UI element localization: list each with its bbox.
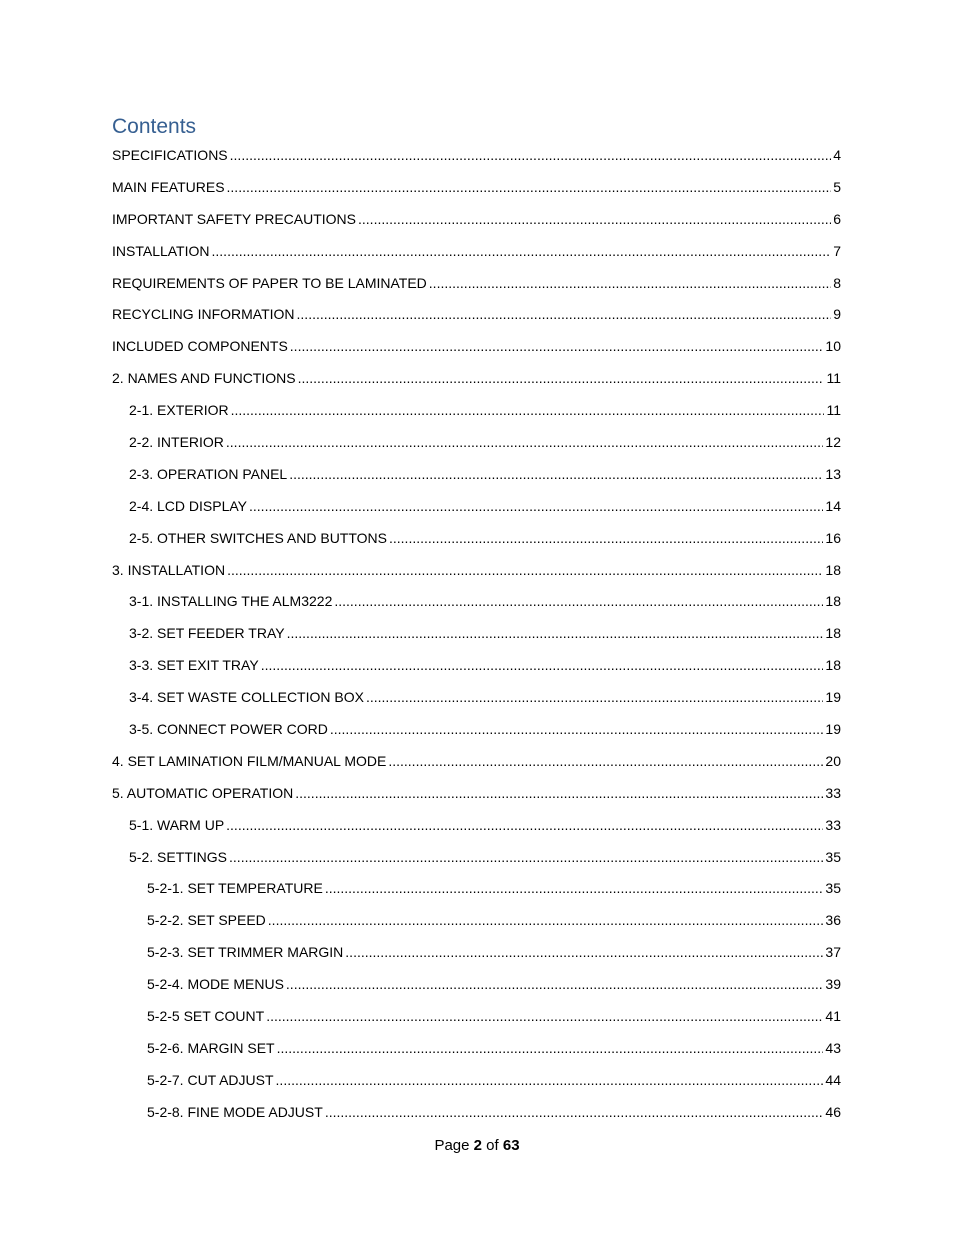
toc-entry-page-number[interactable]: 46 bbox=[825, 1103, 841, 1120]
toc-entry[interactable] bbox=[112, 175, 841, 207]
toc-dot-leader bbox=[389, 526, 823, 550]
toc-entry[interactable] bbox=[112, 239, 841, 271]
toc-entry[interactable] bbox=[112, 1004, 841, 1036]
toc-entry-title[interactable]: 5-2. SETTINGS bbox=[129, 848, 228, 865]
toc-entry-page-number[interactable]: 41 bbox=[825, 1008, 841, 1025]
toc-entry-title[interactable]: 2-4. LCD DISPLAY bbox=[129, 497, 248, 514]
toc-entry-page-number[interactable]: 18 bbox=[825, 625, 841, 642]
toc-entry-title[interactable]: 5-2-1. SET TEMPERATURE bbox=[147, 880, 323, 897]
toc-dot-leader bbox=[388, 749, 823, 773]
toc-entry-page-number[interactable]: 9 bbox=[833, 306, 841, 323]
toc-entry[interactable] bbox=[112, 749, 841, 781]
toc-entry[interactable] bbox=[112, 876, 841, 908]
toc-entry-page-number[interactable]: 6 bbox=[833, 210, 841, 227]
toc-entry-title[interactable]: 4. SET LAMINATION FILM/MANUAL MODE bbox=[112, 752, 387, 769]
toc-entry[interactable] bbox=[112, 781, 841, 813]
toc-entry-page-number[interactable]: 18 bbox=[825, 561, 841, 578]
toc-entry-page-number[interactable]: 36 bbox=[825, 912, 841, 929]
toc-entry-title[interactable]: 3. INSTALLATION bbox=[112, 561, 226, 578]
toc-entry[interactable] bbox=[112, 908, 841, 940]
toc-dot-leader bbox=[261, 653, 824, 677]
toc-entry-page-number[interactable]: 13 bbox=[825, 465, 841, 482]
toc-entry-title[interactable]: INSTALLATION bbox=[112, 242, 210, 259]
toc-entry-page-number[interactable]: 35 bbox=[825, 880, 841, 897]
toc-entry[interactable] bbox=[112, 494, 841, 526]
toc-entry-title[interactable]: 3-4. SET WASTE COLLECTION BOX bbox=[129, 689, 364, 706]
toc-dot-leader bbox=[330, 717, 824, 741]
toc-entry-title[interactable]: 3-3. SET EXIT TRAY bbox=[129, 657, 259, 674]
toc-entry-title[interactable]: 2-3. OPERATION PANEL bbox=[129, 465, 288, 482]
toc-entry-title[interactable]: 5-1. WARM UP bbox=[129, 816, 225, 833]
toc-dot-leader bbox=[226, 813, 823, 837]
toc-dot-leader bbox=[212, 239, 832, 263]
toc-entry-page-number[interactable]: 44 bbox=[825, 1071, 841, 1088]
toc-entry-page-number[interactable]: 35 bbox=[825, 848, 841, 865]
toc-entry-title[interactable]: 5-2-8. FINE MODE ADJUST bbox=[147, 1103, 323, 1120]
toc-entry-title[interactable]: 3-5. CONNECT POWER CORD bbox=[129, 721, 328, 738]
toc-entry-page-number[interactable]: 10 bbox=[825, 338, 841, 355]
toc-dot-leader bbox=[429, 271, 831, 295]
toc-entry[interactable] bbox=[112, 621, 841, 653]
toc-dot-leader bbox=[227, 558, 823, 582]
toc-entry-title[interactable]: RECYCLING INFORMATION bbox=[112, 306, 295, 323]
toc-entry-page-number[interactable]: 37 bbox=[825, 944, 841, 961]
toc-dot-leader bbox=[345, 940, 823, 964]
toc-entry-page-number[interactable]: 39 bbox=[825, 976, 841, 993]
toc-entry-title[interactable]: REQUIREMENTS OF PAPER TO BE LAMINATED bbox=[112, 274, 427, 291]
toc-entry[interactable] bbox=[112, 366, 841, 398]
toc-entry[interactable] bbox=[112, 462, 841, 494]
toc-dot-leader bbox=[298, 366, 825, 390]
toc-entry-title[interactable]: SPECIFICATIONS bbox=[112, 147, 228, 163]
toc-dot-leader bbox=[286, 972, 824, 996]
toc-entry-title[interactable]: 2-1. EXTERIOR bbox=[129, 402, 229, 419]
toc-entry[interactable] bbox=[112, 526, 841, 558]
toc-entry-page-number[interactable]: 18 bbox=[825, 657, 841, 674]
toc-dot-leader bbox=[230, 143, 832, 167]
toc-entry-title[interactable]: 5-2-5 SET COUNT bbox=[147, 1008, 265, 1025]
toc-entry[interactable] bbox=[112, 1036, 841, 1068]
toc-entry[interactable] bbox=[112, 398, 841, 430]
toc-entry-title[interactable]: 3-1. INSTALLING THE ALM3222 bbox=[129, 593, 333, 610]
toc-entry-title[interactable]: 3-2. SET FEEDER TRAY bbox=[129, 625, 285, 642]
toc-dot-leader bbox=[229, 845, 823, 869]
toc-entry-title[interactable]: 5. AUTOMATIC OPERATION bbox=[112, 784, 294, 801]
toc-entry-page-number[interactable]: 20 bbox=[825, 752, 841, 769]
toc-entry-title[interactable]: IMPORTANT SAFETY PRECAUTIONS bbox=[112, 210, 357, 227]
toc-dot-leader bbox=[290, 334, 824, 358]
toc-entry-page-number[interactable]: 33 bbox=[825, 784, 841, 801]
toc-entry[interactable] bbox=[112, 972, 841, 1004]
toc-entry-page-number[interactable]: 43 bbox=[825, 1039, 841, 1056]
toc-entry[interactable] bbox=[112, 558, 841, 590]
toc-dot-leader bbox=[287, 621, 824, 645]
toc-entry[interactable] bbox=[112, 302, 841, 334]
table-of-contents bbox=[112, 143, 841, 1132]
toc-entry-page-number[interactable]: 5 bbox=[833, 178, 841, 195]
toc-dot-leader bbox=[266, 1004, 823, 1028]
toc-entry-page-number[interactable]: 18 bbox=[825, 593, 841, 610]
toc-entry-page-number[interactable]: 11 bbox=[826, 402, 841, 419]
toc-entry-page-number[interactable]: 14 bbox=[825, 497, 841, 514]
toc-entry[interactable] bbox=[112, 207, 841, 239]
footer-total-pages: 63 bbox=[502, 1137, 520, 1154]
toc-dot-leader bbox=[227, 175, 832, 199]
page-footer bbox=[0, 1135, 954, 1157]
toc-dot-leader bbox=[249, 494, 823, 518]
toc-entry-title[interactable]: 2. NAMES AND FUNCTIONS bbox=[112, 370, 296, 387]
toc-dot-leader bbox=[325, 876, 824, 900]
toc-entry-title[interactable]: 5-2-2. SET SPEED bbox=[147, 912, 266, 929]
toc-dot-leader bbox=[226, 430, 824, 454]
toc-dot-leader bbox=[366, 685, 823, 709]
toc-entry-page-number[interactable]: 11 bbox=[826, 370, 841, 387]
toc-entry-page-number[interactable]: 33 bbox=[825, 816, 841, 833]
toc-entry[interactable] bbox=[112, 334, 841, 366]
toc-entry[interactable] bbox=[112, 940, 841, 972]
toc-dot-leader bbox=[334, 589, 823, 613]
toc-entry[interactable] bbox=[112, 430, 841, 462]
footer-current-page: 2 bbox=[473, 1137, 482, 1154]
toc-dot-leader bbox=[358, 207, 831, 231]
toc-entry[interactable] bbox=[112, 845, 841, 877]
toc-entry[interactable] bbox=[112, 813, 841, 845]
footer-prefix: Page bbox=[434, 1137, 470, 1154]
toc-entry-title[interactable]: MAIN FEATURES bbox=[112, 178, 225, 195]
toc-dot-leader bbox=[277, 1036, 824, 1060]
toc-entry-page-number[interactable]: 12 bbox=[825, 434, 841, 451]
toc-entry-page-number[interactable]: 7 bbox=[833, 242, 841, 259]
toc-entry[interactable] bbox=[112, 717, 841, 749]
toc-dot-leader bbox=[289, 462, 823, 486]
toc-entry-title[interactable]: 2-5. OTHER SWITCHES AND BUTTONS bbox=[129, 529, 387, 546]
toc-entry[interactable] bbox=[112, 1100, 841, 1132]
toc-dot-leader bbox=[268, 908, 824, 932]
toc-entry[interactable] bbox=[112, 1068, 841, 1100]
toc-entry-title[interactable]: 5-2-3. SET TRIMMER MARGIN bbox=[147, 944, 344, 961]
toc-entry[interactable] bbox=[112, 271, 841, 303]
toc-entry[interactable] bbox=[112, 143, 841, 175]
toc-entry-title[interactable]: 5-2-4. MODE MENUS bbox=[147, 976, 284, 993]
toc-entry-page-number[interactable]: 19 bbox=[825, 689, 841, 706]
footer-of: of bbox=[486, 1137, 499, 1154]
toc-entry[interactable] bbox=[112, 653, 841, 685]
toc-entry-page-number[interactable]: 16 bbox=[825, 529, 841, 546]
toc-entry-page-number[interactable]: 8 bbox=[833, 274, 841, 291]
toc-entry-title[interactable]: 5-2-6. MARGIN SET bbox=[147, 1039, 275, 1056]
toc-dot-leader bbox=[295, 781, 823, 805]
toc-entry-title[interactable]: 5-2-7. CUT ADJUST bbox=[147, 1071, 274, 1088]
toc-dot-leader bbox=[276, 1068, 824, 1092]
toc-entry-title[interactable]: INCLUDED COMPONENTS bbox=[112, 338, 288, 355]
toc-dot-leader bbox=[325, 1100, 824, 1124]
toc-heading: Contents bbox=[112, 115, 197, 138]
toc-entry-page-number[interactable]: 4 bbox=[833, 147, 841, 163]
toc-entry-page-number[interactable]: 19 bbox=[825, 721, 841, 738]
toc-dot-leader bbox=[231, 398, 825, 422]
toc-entry-title[interactable]: 2-2. INTERIOR bbox=[129, 434, 224, 451]
toc-entry[interactable] bbox=[112, 685, 841, 717]
toc-entry[interactable] bbox=[112, 589, 841, 621]
toc-dot-leader bbox=[297, 302, 832, 326]
